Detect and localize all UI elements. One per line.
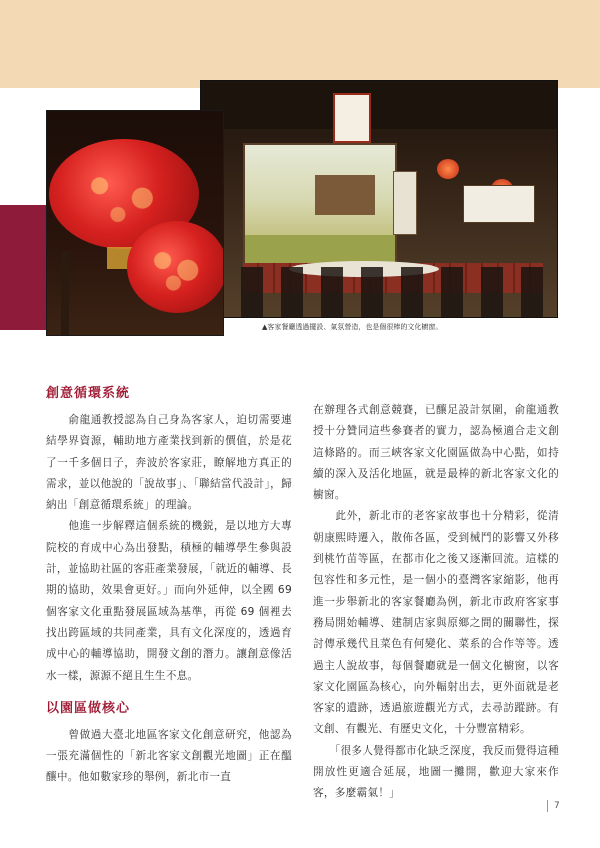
paragraph: 「很多人覺得都市化缺乏深度，我反而覺得這種開放性更適合延展，地圖一攤開，歡迎大家來作客，多麼霸氣！」	[313, 744, 559, 800]
top-color-band	[0, 0, 600, 88]
vertical-sign	[393, 171, 417, 235]
lantern-pattern	[141, 235, 213, 299]
section-title: 創意循環系統	[46, 386, 131, 401]
mural-hut	[315, 175, 375, 215]
photo-caption: ▲客家餐廳透過擺設、氣氛營造，也是個很棒的文化櫥窗。	[262, 323, 443, 331]
wall-mural	[243, 143, 397, 267]
paragraph: 俞龍通教授認為自己身為客家人，迫切需要連結學界資源，輔助地方產業找到新的價值，於是花了一千多個日子，奔波於客家莊，瞭解地方真正的需求，並以他說的「說故事」、「聯結當代設計」，歸納出「創意循環系統」的理論。	[46, 414, 292, 512]
shop-sign	[463, 185, 535, 223]
side-accent-block	[0, 205, 46, 330]
paragraph: 在辦理各式創意競賽，已釀足設計氛圍，俞龍通教授十分贊同這些參賽者的實力，認為極適合走文創這條路的。而三峽客家文化園區做為中心點，如持續的深入及活化地區，就是最棒的新北客家文化的櫥窗。	[313, 404, 559, 502]
section-title: 以園區做核心	[46, 700, 131, 716]
red-lantern-small	[437, 159, 459, 179]
right-column	[313, 400, 559, 805]
paragraph: 此外，新北市的老客家故事也十分精彩，從清朝康熙時遷入，散佈各區，受到械鬥的影響又外移到桃竹苗等區，在都市化之後又逐漸回流。這樣的包容性和多元性，是一個小的臺灣客家縮影，他再進一步舉新北的客家餐廳為例，新北市政府客家事務局開始輔導、建制店家與原鄉之間的關聯性，探討傳承幾代且菜色有何變化、菜系的合作等等。透過主人說故事，每個餐廳就是一個文化櫥窗，以客家文化園區為核心，向外輻射出去，更外面就是老客家的遺跡，透過旅遊觀光方式，去尋訪蹤跡。有文創、有觀光、有歷史文化，十分豐富精彩。	[313, 510, 559, 736]
paragraph: 曾做過大臺北地區客家文化創意研究，他認為一張充滿個性的「新北客家文創觀光地圖」正在醞釀中。他如數家珍的舉例，新北市一直	[46, 728, 292, 784]
page-number: 7	[547, 800, 560, 812]
restaurant-photo	[200, 80, 558, 318]
red-lantern-medium	[127, 221, 224, 313]
left-column	[46, 382, 292, 789]
paragraph: 他進一步解釋這個系統的機鋭，是以地方大專院校的育成中心為出發點，積極的輔導學生參與設計，並協助社區的客莊產業發展，「就近的輔導、長期的協助，效果會更好。」而向外延伸，以全國 69 個客家文化重點發展區域為基準，再從 69 個裡去找出跨區域的共同產業，具有文化深度的，透過育成中心的輔導協助，開發文創的潛力。讓創意像活水一樣，源源不絕且生生不息。	[46, 520, 292, 682]
chairs	[241, 267, 557, 317]
paper-lantern	[333, 93, 371, 143]
ceiling	[201, 81, 557, 129]
lantern-photo	[46, 110, 224, 336]
wooden-pole	[61, 251, 69, 335]
